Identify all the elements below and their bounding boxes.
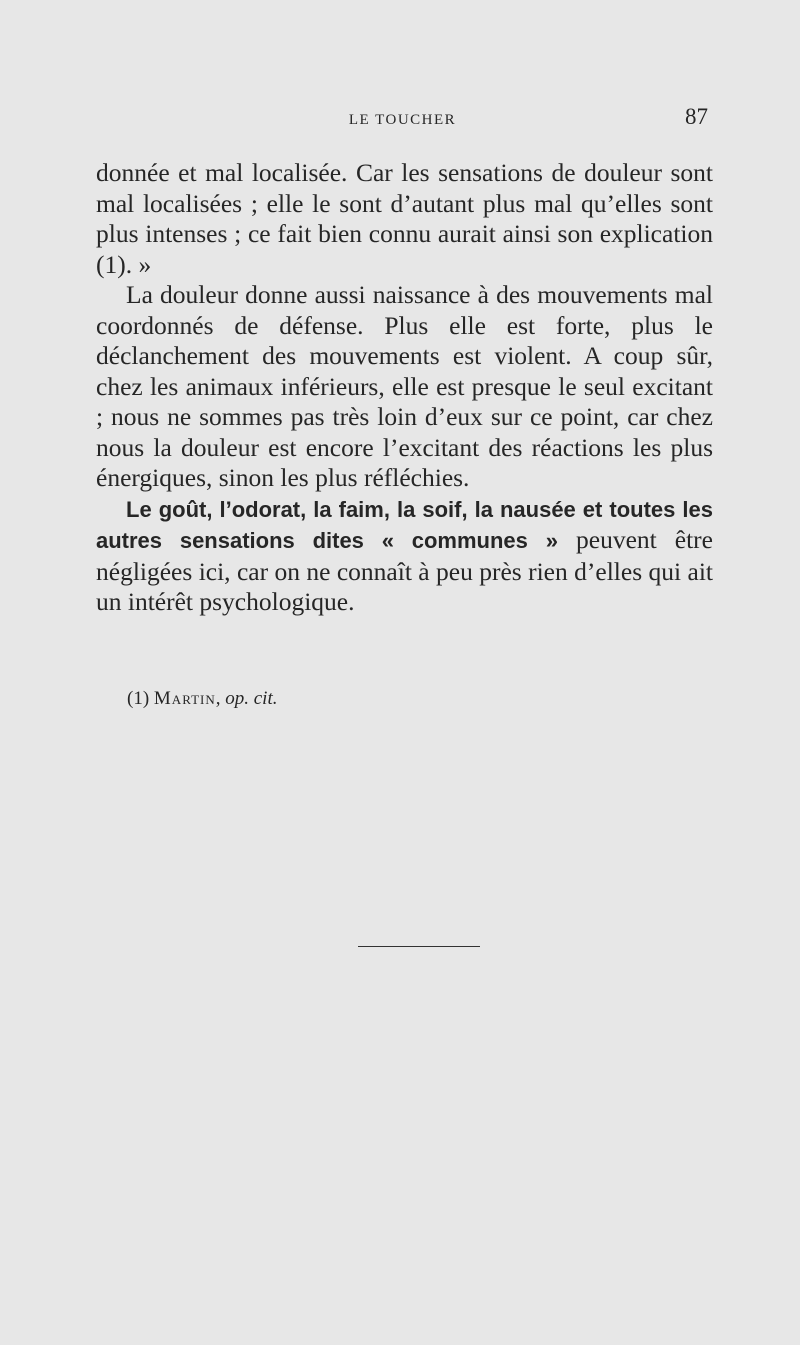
paragraph-continuation: donnée et mal localisée. Car les sensations de douleur sont mal localisées ; elle le sont d’autant plus mal qu’elles sont plus intenses ; ce fait bien connu aurait ainsi son explication (1). » <box>96 158 713 279</box>
paragraph-remainder: peuvent être négligées ici, car on ne connaît à peu près rien d’elles qui ait un intérêt psychologique. <box>96 525 713 616</box>
footnote-separator: , <box>215 688 226 709</box>
footnote <box>127 688 278 710</box>
footnote-marker: (1) <box>127 688 150 709</box>
bold-phrase: Le goût, l’odorat, la faim, la soif, la nausée et toutes les autres sensations dites « communes » <box>96 496 713 553</box>
end-rule <box>358 946 480 947</box>
page-number: 87 <box>685 104 708 129</box>
page-header <box>95 104 710 134</box>
footnote-author: Martin <box>153 688 216 709</box>
body-text <box>96 158 713 618</box>
paragraph-common-sensations <box>96 494 713 618</box>
running-title: LE TOUCHER <box>348 112 457 128</box>
paragraph-pain-movements: La douleur donne aussi naissance à des mouvements mal coordonnés de défense. Plus elle est forte, plus le déclanchement des mouvements est violent. A coup sûr, chez les animaux inférieurs, elle est presque le seul excitant ; nous ne sommes pas très loin d’eux sur ce point, car chez nous la douleur est encore l’excitant des réactions les plus énergiques, sinon les plus réfléchies. <box>96 280 713 492</box>
footnote-reference: op. cit. <box>225 688 278 709</box>
